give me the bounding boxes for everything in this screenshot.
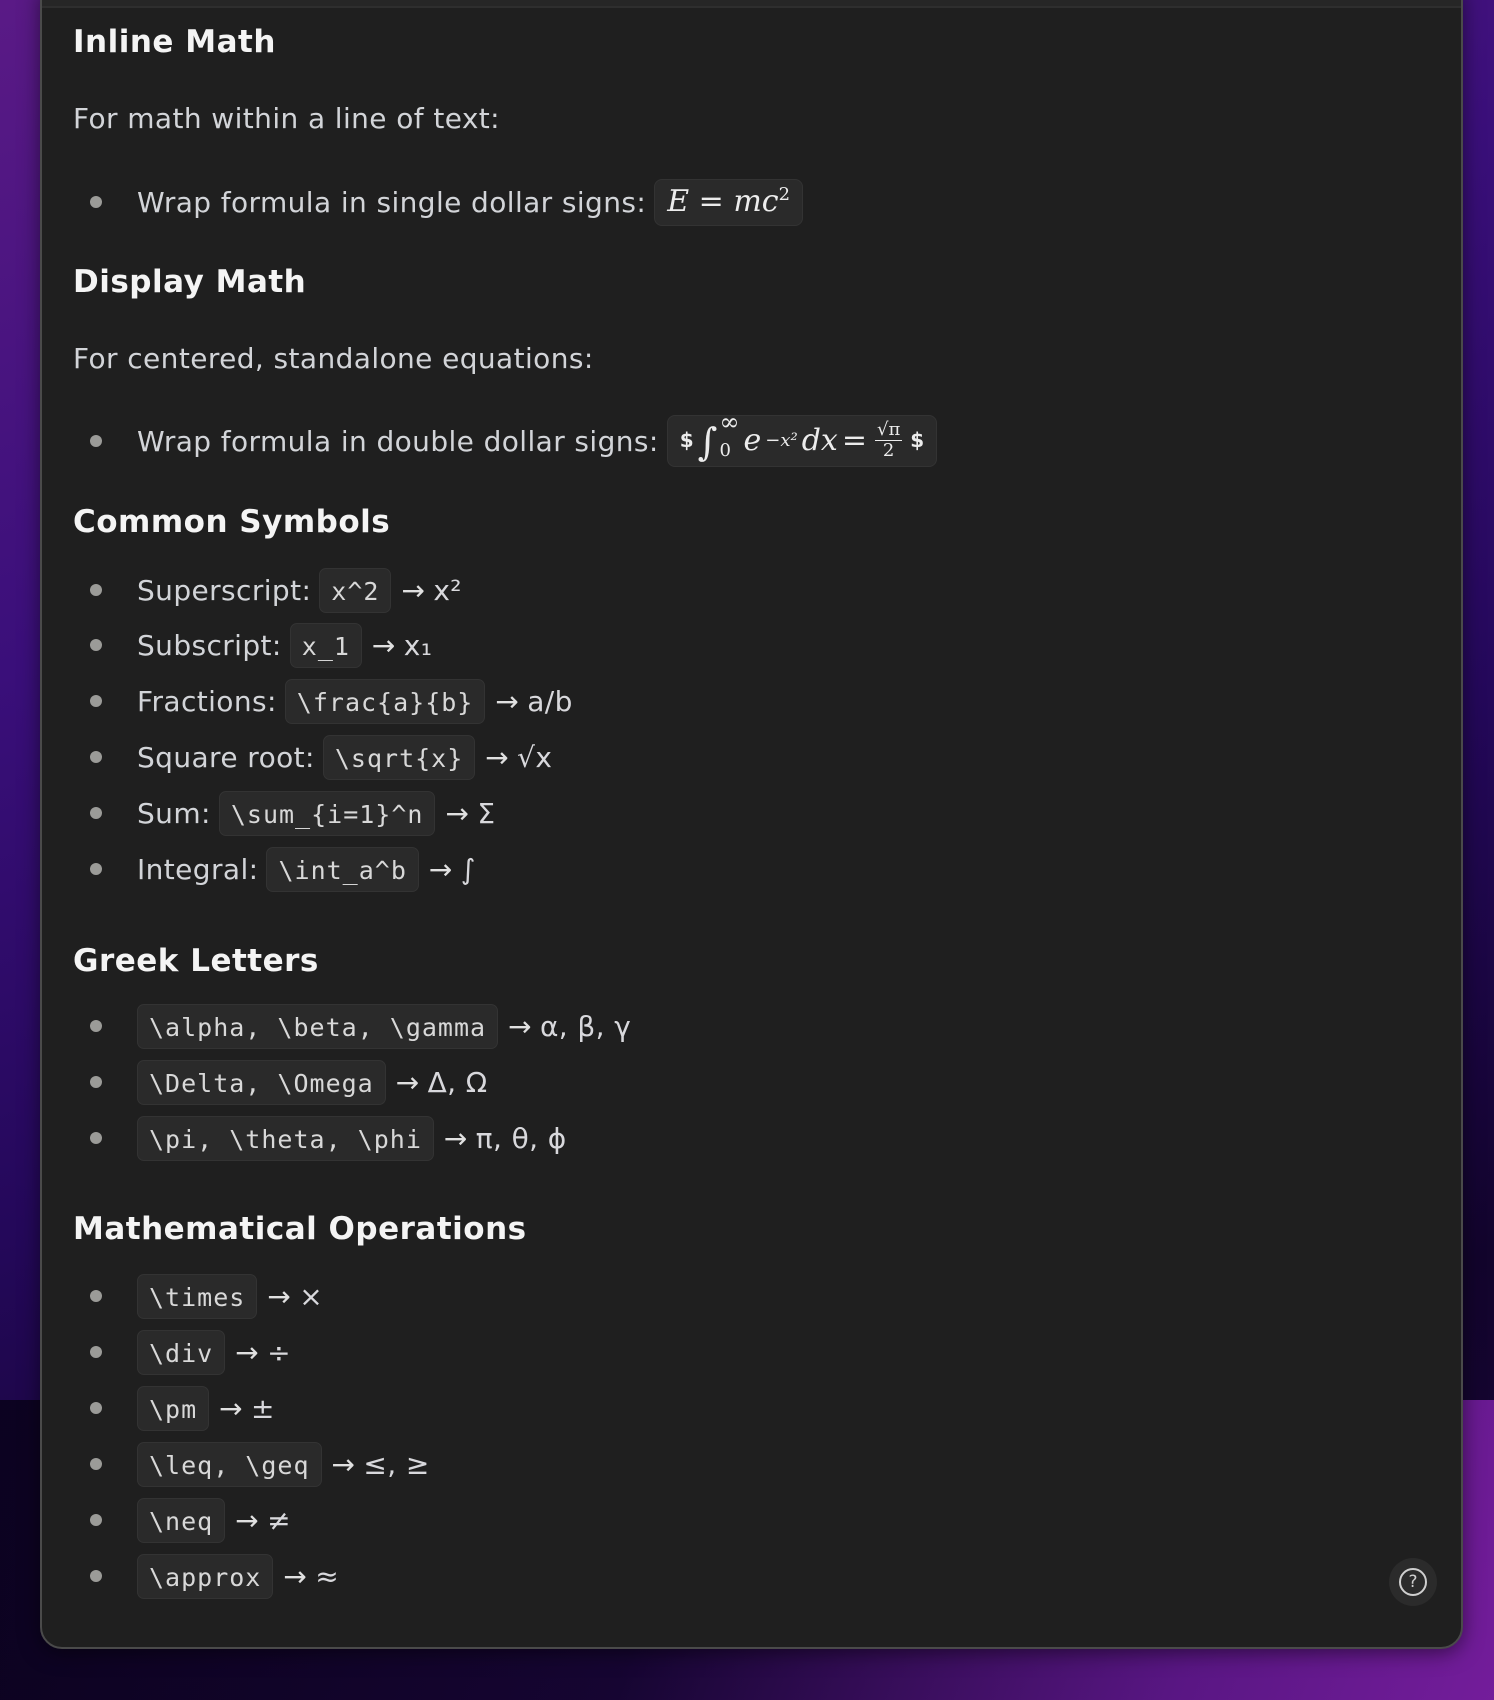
bullet-icon <box>90 1076 102 1088</box>
rendered-result: x² <box>433 573 462 607</box>
latex-code: \sum_{i=1}^n <box>219 791 436 836</box>
dollar-sign: $ <box>910 428 925 452</box>
question-circle-icon: ? <box>1399 1568 1427 1596</box>
bullet-icon <box>90 1290 102 1302</box>
list-item <box>73 1438 430 1490</box>
formula-fraction <box>875 420 902 461</box>
arrow-right-icon: → <box>395 1065 420 1099</box>
rendered-result: π, θ, ϕ <box>475 1121 567 1155</box>
rendered-result: α, β, γ <box>539 1009 632 1043</box>
rendered-result: Δ, Ω <box>427 1065 488 1099</box>
list-item <box>73 1000 631 1052</box>
rendered-result: ∫ <box>460 852 476 886</box>
arrow-right-icon: → <box>235 1335 260 1369</box>
bullet-icon <box>90 751 102 763</box>
list-item <box>73 787 495 839</box>
arrow-right-icon: → <box>331 1447 356 1481</box>
dollar-sign: $ <box>679 428 694 452</box>
integral-limits <box>719 408 740 461</box>
latex-code: \alpha, \beta, \gamma <box>137 1004 498 1049</box>
list-item <box>73 1056 488 1108</box>
arrow-right-icon: → <box>371 628 396 662</box>
heading-math-operations: Mathematical Operations <box>73 1211 527 1247</box>
rendered-result: ≠ <box>267 1503 291 1537</box>
list-item <box>73 1494 291 1546</box>
formula-base: e <box>743 422 762 458</box>
list-item <box>73 1326 291 1378</box>
item-label: Subscript: <box>137 628 282 662</box>
bullet-icon <box>90 1458 102 1470</box>
arrow-right-icon: → <box>445 796 470 830</box>
list-item <box>73 408 937 467</box>
rendered-result: × <box>299 1279 324 1313</box>
inline-formula <box>654 179 803 226</box>
latex-code: \neq <box>137 1498 225 1543</box>
fraction-numerator: √π <box>876 418 901 440</box>
bullet-icon <box>90 1132 102 1144</box>
arrow-right-icon: → <box>267 1279 292 1313</box>
rendered-result: ÷ <box>267 1335 291 1369</box>
arrow-right-icon: → <box>283 1559 308 1593</box>
bullet-icon <box>90 1402 102 1414</box>
panel-top-edge <box>42 0 1461 8</box>
item-label: Integral: <box>137 852 259 886</box>
item-label: Sum: <box>137 796 211 830</box>
bullet-icon <box>90 584 102 596</box>
rendered-result: ≤, ≥ <box>363 1447 430 1481</box>
lower-limit: 0 <box>719 440 731 461</box>
rendered-result: Σ <box>477 796 496 830</box>
latex-code: \leq, \geq <box>137 1442 322 1487</box>
latex-code: \approx <box>137 1554 273 1599</box>
latex-code: \div <box>137 1330 225 1375</box>
document-panel <box>40 0 1463 1649</box>
display-math-description: For centered, standalone equations: <box>73 342 594 375</box>
list-item <box>73 1382 275 1434</box>
bullet-icon <box>90 863 102 875</box>
rendered-result: a/b <box>527 684 573 718</box>
arrow-right-icon: → <box>219 1391 244 1425</box>
latex-code: \sqrt{x} <box>323 735 475 780</box>
formula-rhs: mc <box>733 183 779 219</box>
list-item <box>73 675 573 727</box>
display-formula <box>667 408 937 468</box>
bullet-icon <box>90 196 102 208</box>
formula-exponent: −x² <box>765 429 798 451</box>
latex-code: \frac{a}{b} <box>285 679 486 724</box>
heading-inline-math: Inline Math <box>73 24 276 60</box>
list-item <box>73 731 552 783</box>
list-item <box>73 619 432 671</box>
item-label: Square root: <box>137 740 315 774</box>
formula-equals: = <box>841 422 867 458</box>
formula-dx: dx <box>801 422 838 458</box>
latex-code: x_1 <box>290 623 362 668</box>
heading-common-symbols: Common Symbols <box>73 504 391 540</box>
bullet-icon <box>90 1514 102 1526</box>
item-label: Wrap formula in single dollar signs: <box>137 185 647 219</box>
latex-code: \int_a^b <box>266 847 418 892</box>
heading-greek-letters: Greek Letters <box>73 943 319 979</box>
item-label: Fractions: <box>137 684 277 718</box>
arrow-right-icon: → <box>485 740 510 774</box>
bullet-icon <box>90 435 102 447</box>
arrow-right-icon: → <box>443 1121 468 1155</box>
formula-lhs: E <box>667 183 690 219</box>
bullet-icon <box>90 807 102 819</box>
latex-code: \pi, \theta, \phi <box>137 1116 434 1161</box>
rendered-result: ± <box>251 1391 275 1425</box>
list-item <box>73 176 803 228</box>
arrow-right-icon: → <box>235 1503 260 1537</box>
arrow-right-icon: → <box>401 573 426 607</box>
rendered-result: ≈ <box>315 1559 340 1593</box>
bullet-icon <box>90 695 102 707</box>
latex-code: \pm <box>137 1386 209 1431</box>
list-item <box>73 1270 323 1322</box>
inline-math-description: For math within a line of text: <box>73 102 501 135</box>
integral-symbol: ∫ <box>697 420 718 464</box>
upper-limit: ∞ <box>719 408 740 436</box>
help-button[interactable] <box>1389 1558 1437 1606</box>
list-item <box>73 1550 339 1602</box>
heading-display-math: Display Math <box>73 264 307 300</box>
latex-code: \times <box>137 1274 257 1319</box>
fraction-denominator: 2 <box>882 439 895 461</box>
rendered-result: x₁ <box>403 628 433 662</box>
rendered-result: √x <box>517 740 553 774</box>
list-item <box>73 843 476 895</box>
arrow-right-icon: → <box>428 852 453 886</box>
bullet-icon <box>90 1020 102 1032</box>
item-label: Wrap formula in double dollar signs: <box>137 424 659 458</box>
list-item <box>73 1112 567 1164</box>
bullet-icon <box>90 639 102 651</box>
latex-code: \Delta, \Omega <box>137 1060 386 1105</box>
item-label: Superscript: <box>137 573 312 607</box>
bullet-icon <box>90 1570 102 1582</box>
formula-equals: = <box>698 183 724 219</box>
latex-code: x^2 <box>319 568 391 613</box>
list-item <box>73 564 462 616</box>
arrow-right-icon: → <box>508 1009 532 1043</box>
bullet-icon <box>90 1346 102 1358</box>
formula-exponent: 2 <box>778 183 791 205</box>
arrow-right-icon: → <box>495 684 520 718</box>
